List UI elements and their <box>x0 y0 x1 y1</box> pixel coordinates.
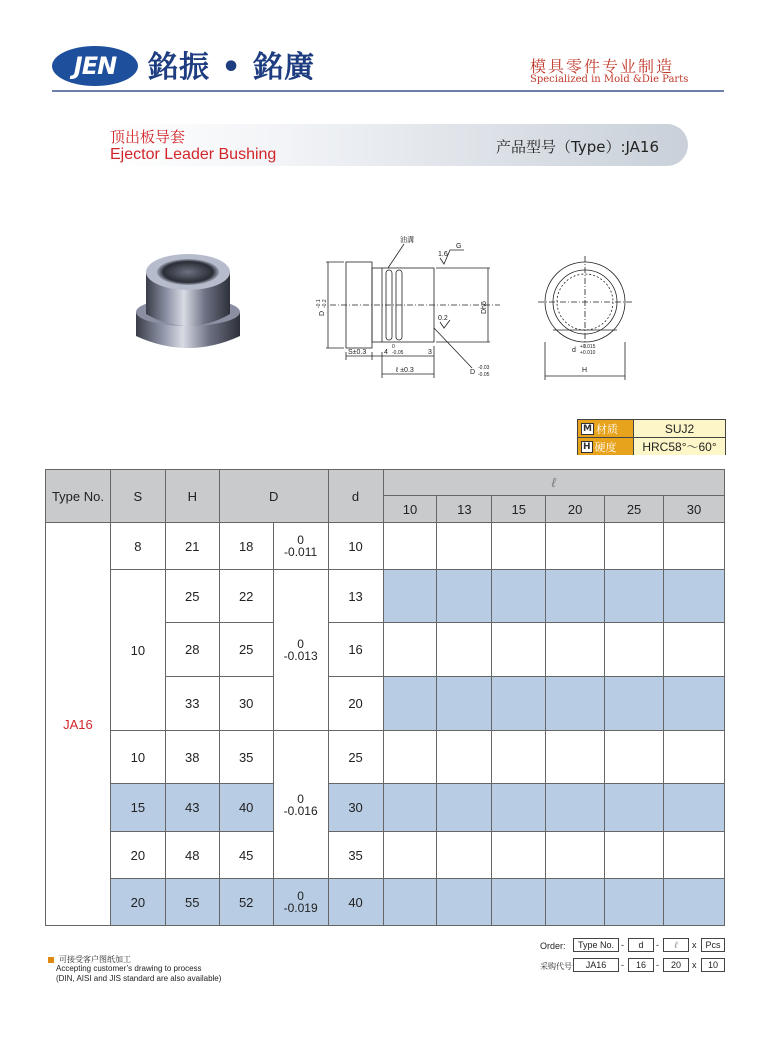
header-l-value: 10 <box>383 496 437 523</box>
standards-note: (DIN, AISI and JIS standard are also available) <box>56 974 222 983</box>
table-row <box>46 731 725 784</box>
material-label: 材质 <box>595 422 618 436</box>
length-cell[interactable] <box>437 731 492 784</box>
four-label: 4 <box>384 349 388 356</box>
length-cell[interactable] <box>492 570 546 623</box>
example-qty-box: 10 <box>701 958 725 972</box>
header-divider <box>52 90 724 92</box>
side-view-drawing <box>300 228 510 388</box>
d-small-label: d <box>572 347 576 354</box>
length-cell[interactable] <box>492 731 546 784</box>
h-cell: 21 <box>165 523 219 570</box>
header-d-small: d <box>328 470 383 523</box>
end-view-drawing <box>538 250 648 384</box>
length-cell[interactable] <box>546 623 605 677</box>
hardness-key: H <box>583 441 591 452</box>
type-cell: JA16 <box>46 523 111 926</box>
material-value: SUJ2 <box>633 420 725 437</box>
length-cell[interactable] <box>664 677 725 731</box>
length-cell[interactable] <box>664 570 725 623</box>
h-cell: 43 <box>165 784 219 832</box>
tolerance-cell: 0 -0.011 <box>273 523 328 570</box>
g-label: G <box>456 243 462 250</box>
table-row <box>46 570 725 623</box>
order-dash: - <box>656 940 659 950</box>
s-label: S±0.3 <box>348 349 367 356</box>
custom-drawing-note-cn: 可接受客户图纸加工 <box>48 954 131 965</box>
h-cell: 28 <box>165 623 219 677</box>
roughness-1-label: 1.6 <box>438 251 448 258</box>
example-d-box: 16 <box>628 958 654 972</box>
length-cell[interactable] <box>546 832 605 879</box>
hardness-value: HRC58°～60° <box>633 438 725 455</box>
length-cell[interactable] <box>492 832 546 879</box>
d-small-cell: 20 <box>328 677 383 731</box>
product-title-cn: 顶出板导套 <box>110 128 186 146</box>
d-big-cell: 52 <box>219 879 273 926</box>
example-times: x <box>692 960 697 970</box>
d-big-cell: 18 <box>219 523 273 570</box>
d-big-cell: 40 <box>219 784 273 832</box>
header-l-value: 30 <box>664 496 725 523</box>
d-small-tol-bot: +0.010 <box>580 350 596 356</box>
length-cell[interactable] <box>605 731 664 784</box>
d-small-cell: 25 <box>328 731 383 784</box>
d-big-cell: 35 <box>219 731 273 784</box>
length-cell[interactable] <box>492 784 546 832</box>
length-cell[interactable] <box>383 879 437 926</box>
length-cell[interactable] <box>605 570 664 623</box>
length-cell[interactable] <box>664 623 725 677</box>
length-cell[interactable] <box>492 623 546 677</box>
d-small-cell: 35 <box>328 832 383 879</box>
length-cell[interactable] <box>383 570 437 623</box>
d-big-cell: 45 <box>219 832 273 879</box>
tolerance-cell: 0 -0.019 <box>273 879 328 926</box>
length-cell[interactable] <box>605 623 664 677</box>
header-l-value: 15 <box>492 496 546 523</box>
four-tol-top: 0 <box>392 344 395 350</box>
length-cell[interactable] <box>664 879 725 926</box>
header-s: S <box>110 470 165 523</box>
d-upper-tol-bot: -0.2 <box>322 299 328 308</box>
product-title-en: Ejector Leader Bushing <box>110 146 277 163</box>
custom-drawing-note-en: Accepting customer’s drawing to process <box>56 964 202 973</box>
header-type-no: Type No. <box>46 470 111 523</box>
d-upper-label: D <box>319 310 326 316</box>
brand-name: 銘振 • 銘廣 <box>148 50 316 85</box>
length-cell[interactable] <box>383 523 437 570</box>
h-cell: 38 <box>165 731 219 784</box>
table-row <box>46 832 725 879</box>
length-cell[interactable] <box>546 879 605 926</box>
length-cell[interactable] <box>437 832 492 879</box>
example-dash: - <box>656 960 659 970</box>
d-big-cell: 22 <box>219 570 273 623</box>
order-d-box: d <box>628 938 654 952</box>
length-cell[interactable] <box>383 623 437 677</box>
h-dim-label: H <box>582 367 588 374</box>
header-l-value: 20 <box>546 496 605 523</box>
order-dash: - <box>621 940 624 950</box>
s-cell: 10 <box>110 570 165 731</box>
length-cell[interactable] <box>605 523 664 570</box>
length-cell[interactable] <box>383 677 437 731</box>
d-lower-tol-bot: -0.05 <box>478 372 490 378</box>
dh6-label: Dh6 <box>481 301 488 314</box>
order-label: Order: <box>540 941 566 951</box>
order-l-box: ℓ <box>663 938 689 952</box>
d-upper-tol-top: -0.1 <box>316 299 322 308</box>
header-l-value: 13 <box>437 496 492 523</box>
four-tol-bot: -0.05 <box>392 350 404 356</box>
h-cell: 25 <box>165 570 219 623</box>
d-small-cell: 40 <box>328 879 383 926</box>
example-l-box: 20 <box>663 958 689 972</box>
length-cell[interactable] <box>546 784 605 832</box>
length-cell[interactable] <box>437 570 492 623</box>
length-cell[interactable] <box>437 523 492 570</box>
d-big-cell: 30 <box>219 677 273 731</box>
tolerance-cell: 0 -0.016 <box>273 731 328 879</box>
length-cell[interactable] <box>546 677 605 731</box>
s-cell: 10 <box>110 731 165 784</box>
tagline-cn: 模具零件专业制造 <box>530 57 675 76</box>
length-cell[interactable] <box>383 832 437 879</box>
d-lower-tol-top: -0.03 <box>478 365 490 371</box>
header-length: ℓ <box>383 470 725 496</box>
material-key: M <box>583 423 592 434</box>
length-cell[interactable] <box>437 677 492 731</box>
length-cell[interactable] <box>437 784 492 832</box>
length-cell[interactable] <box>546 523 605 570</box>
h-cell: 55 <box>165 879 219 926</box>
order-example <box>520 938 725 974</box>
hardness-label: 硬度 <box>594 440 617 454</box>
length-cell[interactable] <box>605 832 664 879</box>
oil-groove-label: 油溝 <box>400 237 414 244</box>
s-cell: 20 <box>110 879 165 926</box>
spec-table <box>45 469 725 926</box>
d-small-cell: 13 <box>328 570 383 623</box>
length-cell[interactable] <box>383 731 437 784</box>
example-type-box: JA16 <box>573 958 619 972</box>
header-l-value: 25 <box>605 496 664 523</box>
header-d-big: D <box>219 470 328 523</box>
order-times: x <box>692 940 697 950</box>
length-cell[interactable] <box>492 677 546 731</box>
three-label: 3 <box>428 349 432 356</box>
length-cell[interactable] <box>664 832 725 879</box>
d-small-cell: 10 <box>328 523 383 570</box>
tagline-en: Specialized in Mold &Die Parts <box>530 74 689 85</box>
tolerance-cell: 0 -0.013 <box>273 570 328 731</box>
table-row <box>46 784 725 832</box>
material-box <box>577 419 726 455</box>
jen-logo: JEN <box>52 46 138 86</box>
length-cell[interactable] <box>546 731 605 784</box>
bushing-photo <box>132 250 244 360</box>
length-cell[interactable] <box>437 879 492 926</box>
d-small-cell: 30 <box>328 784 383 832</box>
d-small-tol-top: +0.015 <box>580 344 596 350</box>
length-cell[interactable] <box>605 677 664 731</box>
table-row <box>46 523 725 570</box>
example-dash: - <box>621 960 624 970</box>
length-cell[interactable] <box>492 879 546 926</box>
length-cell[interactable] <box>437 623 492 677</box>
d-lower-label: D <box>470 369 476 376</box>
h-cell: 48 <box>165 832 219 879</box>
d-big-cell: 25 <box>219 623 273 677</box>
length-cell[interactable] <box>664 731 725 784</box>
header-h: H <box>165 470 219 523</box>
length-cell[interactable] <box>546 570 605 623</box>
d-small-cell: 16 <box>328 623 383 677</box>
length-cell[interactable] <box>664 784 725 832</box>
table-row <box>46 879 725 926</box>
length-cell[interactable] <box>605 879 664 926</box>
s-cell: 8 <box>110 523 165 570</box>
bullet-square-icon <box>48 957 54 963</box>
h-cell: 33 <box>165 677 219 731</box>
s-cell: 20 <box>110 832 165 879</box>
order-pcs-box: Pcs <box>701 938 725 952</box>
product-type-label: 产品型号（Type）:JA16 <box>496 138 660 156</box>
s-cell: 15 <box>110 784 165 832</box>
length-cell[interactable] <box>664 523 725 570</box>
length-cell[interactable] <box>492 523 546 570</box>
length-cell[interactable] <box>605 784 664 832</box>
example-label: 采购代号 <box>540 962 572 971</box>
length-label: ℓ ±0.3 <box>396 367 414 374</box>
order-type-box: Type No. <box>573 938 619 952</box>
length-cell[interactable] <box>383 784 437 832</box>
roughness-2-label: 0.2 <box>438 315 448 322</box>
